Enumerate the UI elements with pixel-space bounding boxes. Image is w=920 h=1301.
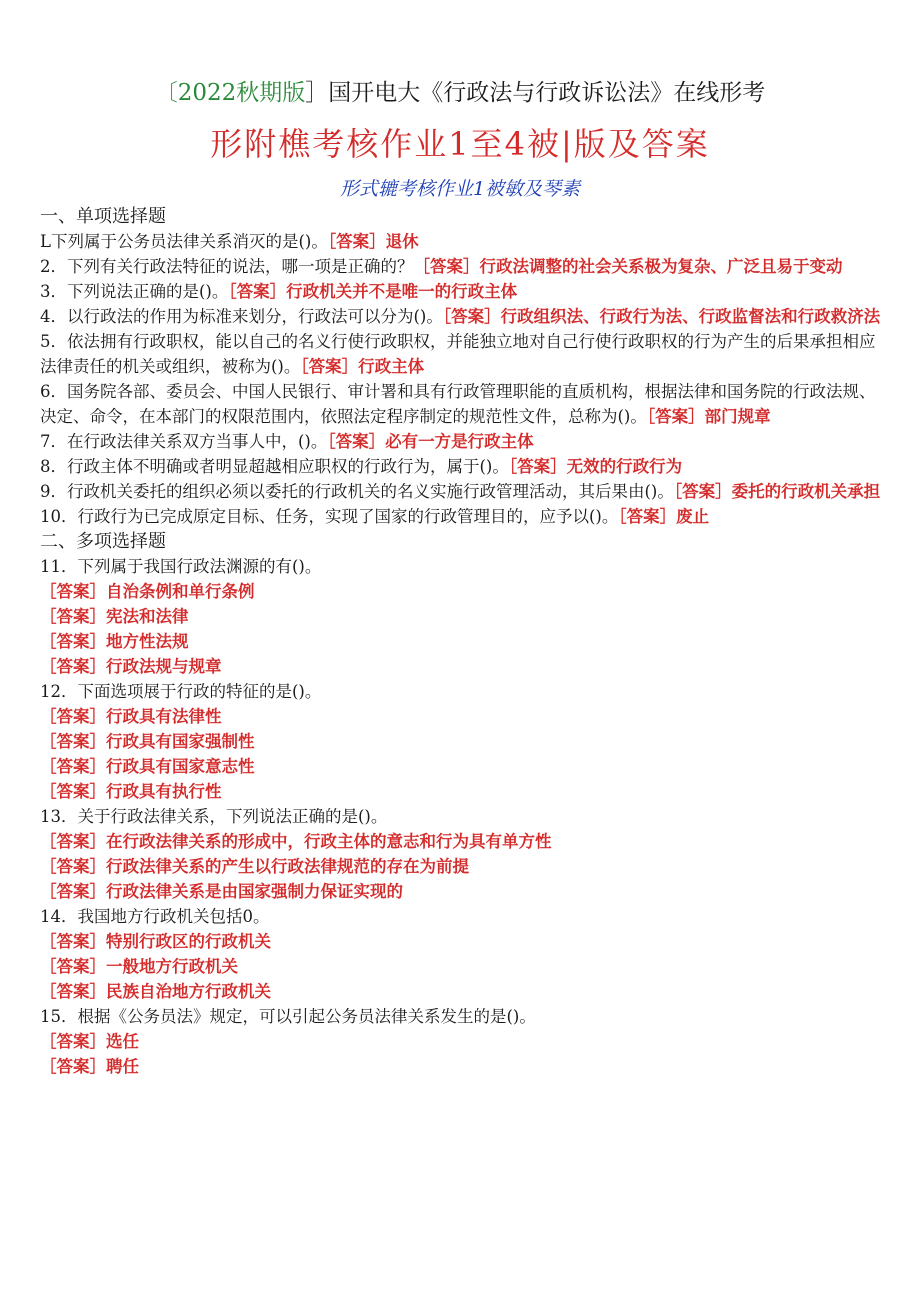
answer-option: [40, 1054, 890, 1079]
answer-option: [40, 879, 890, 904]
document-subtitle: 形附樵考核作业1至4被|版及答案: [210, 125, 710, 163]
answer-text: 行政法调整的社会关系极为复杂、广泛且易于变动: [479, 257, 843, 276]
question-text: 13．关于行政法律关系，下列说法正确的是()。: [40, 807, 388, 826]
answer-tag: ［答案］: [40, 1057, 106, 1076]
answer-option: [40, 754, 890, 779]
answer-tag: ［答案］: [40, 857, 106, 876]
answer-tag: ［答案］: [40, 832, 106, 851]
answer-option: [40, 1029, 890, 1054]
question-text: 14．我国地方行政机关包括0。: [40, 907, 270, 926]
answer-option: [40, 604, 890, 629]
answer-text: 行政具有法律性: [106, 707, 222, 726]
answer-tag: ［答案］: [40, 657, 106, 676]
answer-text: 行政具有国家强制性: [106, 732, 255, 751]
answer-text: 行政法律关系是由国家强制力保证实现的: [106, 882, 403, 901]
answer-text: 行政具有国家意志性: [106, 757, 255, 776]
section-heading-multi: 二、多项选择题: [40, 531, 166, 552]
answer-tag: ［答案］: [442, 307, 501, 326]
title-edition: 2022秋期版: [177, 80, 306, 106]
question-text: L下列属于公务员法律关系消灭的是()。: [40, 232, 328, 251]
answer-text: 民族自治地方行政机关: [106, 982, 271, 1001]
question-text: 12．下面选项展于行政的特征的是()。: [40, 682, 322, 701]
document-body: [40, 204, 890, 1079]
question-text: 3．下列说法正确的是()。: [40, 282, 229, 301]
question-text: 8．行政主体不明确或者明显超越相应职权的行政行为，属于()。: [40, 457, 509, 476]
answer-option: [40, 579, 890, 604]
answer-text: 委托的行政机关承担: [731, 482, 881, 501]
question-text: 6．国务院各部、委员会、中国人民银行、审计署和具有行政管理职能的直质机构，根据法律和国务院的行政法规、决定、命令，在本部门的权限范围内，依照法定程序制定的规范性文件，总称为()。: [40, 382, 876, 426]
question-item: [40, 429, 890, 454]
answer-tag: ［答案］: [40, 1032, 106, 1051]
answer-tag: ［答案］: [327, 432, 386, 451]
answer-tag: ［答案］: [646, 407, 705, 426]
question-item: [40, 229, 890, 254]
answer-text: 行政组织法、行政行为法、行政监督法和行政救济法: [500, 307, 881, 326]
answer-tag: ［答案］: [40, 757, 106, 776]
answer-tag: ［答案］: [40, 632, 106, 651]
answer-option: [40, 979, 890, 1004]
answer-text: 行政法规与规章: [106, 657, 222, 676]
question-text: 4．以行政法的作用为标准来划分，行政法可以分为()。: [40, 307, 443, 326]
question-text: 2．下列有关行政法特征的说法，哪一项是正确的？: [40, 257, 414, 276]
answer-tag: ［答案］: [618, 507, 677, 526]
question-item: [40, 304, 890, 329]
answer-text: 聘任: [106, 1057, 139, 1076]
answer-option: [40, 629, 890, 654]
answer-text: 在行政法律关系的形成中，行政主体的意志和行为具有单方性: [106, 832, 552, 851]
answer-tag: ［答案］: [40, 882, 106, 901]
answer-tag: ［答案］: [228, 282, 287, 301]
title-rest: ］国开电大《行政法与行政诉讼法》在线形考: [305, 80, 766, 106]
answer-option: [40, 654, 890, 679]
answer-tag: ［答案］: [40, 782, 106, 801]
answer-option: [40, 704, 890, 729]
answer-text: 自治条例和单行条例: [106, 582, 255, 601]
answer-tag: ［答案］: [40, 707, 106, 726]
assignment-heading: 形式辘考核作业1被敏及琴素: [339, 178, 581, 200]
answer-text: 退休: [385, 232, 419, 251]
question-item: [40, 379, 890, 429]
question-item: [40, 479, 890, 504]
answer-tag: ［答案］: [40, 982, 106, 1001]
answer-text: 行政主体: [358, 357, 425, 376]
answer-text: 部门规章: [704, 407, 771, 426]
question-item: [40, 504, 890, 529]
answer-text: 选任: [106, 1032, 139, 1051]
answer-tag: ［答案］: [300, 357, 359, 376]
answer-text: 一般地方行政机关: [106, 957, 238, 976]
multi-choice-list: [40, 554, 890, 1079]
answer-option: [40, 829, 890, 854]
answer-tag: ［答案］: [413, 257, 480, 276]
answer-text: 行政法律关系的产生以行政法律规范的存在为前提: [106, 857, 469, 876]
answer-option: [40, 854, 890, 879]
answer-text: 必有一方是行政主体: [385, 432, 534, 451]
document-title: [0, 78, 920, 108]
question-text: 9．行政机关委托的组织必须以委托的行政机关的名义实施行政管理活动，其后果由()。: [40, 482, 674, 501]
answer-option: [40, 779, 890, 804]
answer-option: [40, 729, 890, 754]
answer-tag: ［答案］: [40, 607, 106, 626]
answer-text: 地方性法规: [106, 632, 189, 651]
answer-text: 废止: [676, 507, 710, 526]
question-item: [40, 329, 890, 379]
answer-tag: ［答案］: [673, 482, 732, 501]
answer-text: 行政具有执行性: [106, 782, 222, 801]
question-text: 10．行政行为已完成原定目标、任务，实现了国家的行政管理目的，应予以()。: [40, 507, 619, 526]
answer-text: 特别行政区的行政机关: [106, 932, 271, 951]
question-text: 5．依法拥有行政职权，能以自己的名义行使行政职权，并能独立地对自己行使行政职权的行为产生的后果承担相应法律责任的机关或组织，被称为()。: [40, 332, 876, 376]
answer-tag: ［答案］: [327, 232, 386, 251]
answer-text: 行政机关并不是唯一的行政主体: [286, 282, 518, 301]
answer-tag: ［答案］: [40, 957, 106, 976]
question-text: 7．在行政法律关系双方当事人中，()。: [40, 432, 328, 451]
question-text: 15．根据《公务员法》规定，可以引起公务员法律关系发生的是()。: [40, 1007, 536, 1026]
answer-option: [40, 954, 890, 979]
answer-tag: ［答案］: [40, 732, 106, 751]
answer-text: 宪法和法律: [106, 607, 189, 626]
answer-text: 无效的行政行为: [566, 457, 683, 476]
title-bracket-open: 〔: [154, 80, 178, 106]
question-item: [40, 454, 890, 479]
question-item: [40, 279, 890, 304]
answer-tag: ［答案］: [40, 932, 106, 951]
answer-option: [40, 929, 890, 954]
single-choice-list: [40, 229, 890, 529]
answer-tag: ［答案］: [40, 582, 106, 601]
section-heading-single: 一、单项选择题: [40, 206, 166, 227]
answer-tag: ［答案］: [508, 457, 567, 476]
question-item: [40, 254, 890, 279]
question-text: 11．下列属于我国行政法渊源的有()。: [40, 557, 322, 576]
